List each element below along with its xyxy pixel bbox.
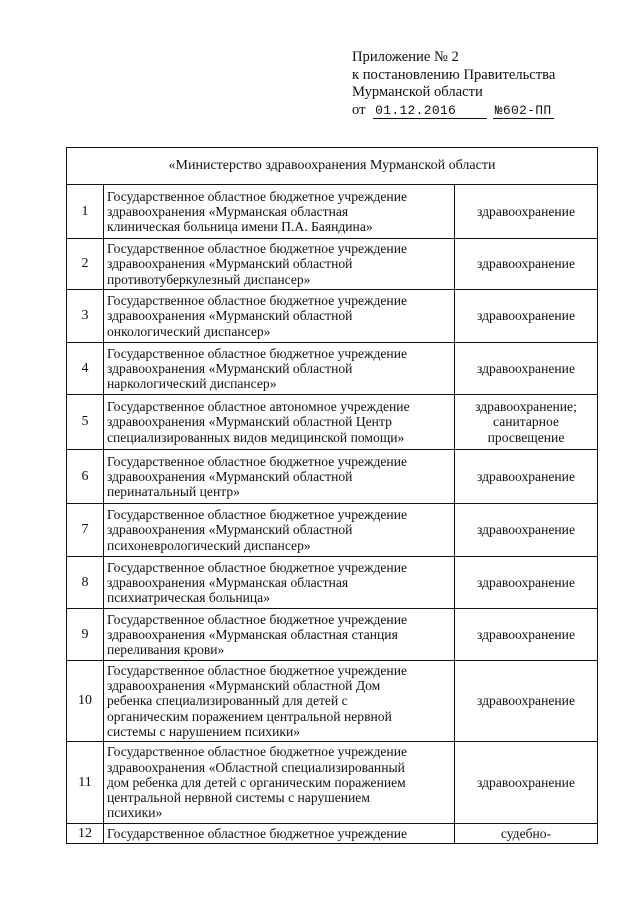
activity-sphere-line: здравоохранение [477,522,575,538]
institution-name-line: Государственное областное бюджетное учреждение [107,825,408,841]
resolution-line [352,102,555,120]
institution-name-line: здравоохранения «Областной специализированный [107,759,405,775]
activity-sphere-line: здравоохранение [477,308,575,324]
table-row [67,504,598,557]
institution-name-line: дом ребенка для детей с органическим поражением [107,774,406,790]
row-number: 12 [67,824,104,844]
activity-sphere [455,557,598,609]
institution-name-line: органическим поражением центральной нервной [107,708,392,724]
row-number: 7 [67,504,104,557]
appendix-region: Мурманской области [352,84,483,100]
row-number: 5 [67,395,104,450]
activity-sphere-line: здравоохранение; [475,399,577,415]
institution-name-line: Государственное областное бюджетное учреждение [107,662,408,678]
institution-name-line: переливания крови» [107,642,225,658]
activity-sphere-line: здравоохранение [477,468,575,484]
institutions-table [66,147,598,844]
institution-name-line: Государственное областное бюджетное учреждение [107,744,408,760]
row-number: 2 [67,239,104,290]
row-number: 8 [67,557,104,609]
institution-name [104,824,455,844]
institution-name-line: ребенка специализированный для детей с [107,693,348,709]
institution-name-line: клиническая больница имени П.А. Баяндина» [107,219,373,235]
activity-sphere-line: просвещение [487,429,565,445]
institution-name [104,343,455,395]
institution-name [104,504,455,557]
activity-sphere [455,824,598,844]
institution-name-line: центральной нервной системы с нарушением [107,790,370,806]
activity-sphere [455,395,598,450]
institution-name-line: психиатрическая больница» [107,590,271,606]
table-row [67,557,598,609]
institution-name [104,290,455,343]
institution-name [104,742,455,824]
institution-name [104,609,455,661]
institution-name-line: наркологический диспансер» [107,376,277,392]
institution-name-line: системы с нарушением психики» [107,723,301,739]
institution-name-line: психоневрологический диспансер» [107,537,311,553]
activity-sphere-line: здравоохранение [477,626,575,642]
institution-name-line: онкологический диспансер» [107,323,271,339]
row-number: 3 [67,290,104,343]
activity-sphere [455,450,598,504]
institution-name [104,661,455,742]
institution-name-line: здравоохранения «Мурманский областной Центр [107,414,392,430]
table-row [67,609,598,661]
institution-name-line: здравоохранения «Мурманский областной [107,468,353,484]
activity-sphere-line: здравоохранение [477,693,575,709]
date-prefix: от [352,101,366,118]
activity-sphere-line: здравоохранение [477,574,575,590]
institution-name-line: Государственное областное бюджетное учреждение [107,507,408,523]
activity-sphere-line: санитарное [493,414,559,430]
table-row [67,290,598,343]
institution-name-line: психики» [107,805,163,821]
institution-name-line: Государственное областное бюджетное учреждение [107,293,408,309]
institution-name-line: здравоохранения «Мурманский областной [107,308,353,324]
activity-sphere [455,185,598,239]
activity-sphere [455,742,598,824]
institution-name-line: Государственное областное бюджетное учреждение [107,611,408,627]
row-number: 11 [67,742,104,824]
table-row [67,450,598,504]
table-row [67,395,598,450]
ministry-title: «Министерство здравоохранения Мурманской области [67,148,598,185]
activity-sphere-line: здравоохранение [477,256,575,272]
resolution-date: 01.12.2016 [373,104,487,119]
institution-name [104,557,455,609]
row-number: 6 [67,450,104,504]
activity-sphere-line: здравоохранение [477,203,575,219]
institution-name-line: противотуберкулезный диспансер» [107,271,311,287]
institution-name-line: специализированных видов медицинской помощи» [107,429,405,445]
institution-name-line: здравоохранения «Мурманская областная [107,574,349,590]
row-number: 9 [67,609,104,661]
institution-name-line: Государственное областное бюджетное учреждение [107,345,408,361]
activity-sphere [455,343,598,395]
institution-name-line: здравоохранения «Мурманский областной [107,256,353,272]
institution-name-line: перинатальный центр» [107,484,240,500]
institution-name [104,395,455,450]
activity-sphere-line: здравоохранение [477,774,575,790]
activity-sphere [455,609,598,661]
row-number: 1 [67,185,104,239]
activity-sphere-line: здравоохранение [477,360,575,376]
institution-name-line: здравоохранения «Мурманский областной [107,522,353,538]
institution-name-line: Государственное областное бюджетное учреждение [107,188,408,204]
ministry-row [67,148,598,185]
institution-name-line: здравоохранения «Мурманская областная станция [107,626,398,642]
institution-name-line: Государственное областное бюджетное учреждение [107,241,408,257]
institution-name [104,185,455,239]
appendix-title: Приложение № 2 [352,49,459,65]
institution-name [104,450,455,504]
row-number: 4 [67,343,104,395]
activity-sphere-line: судебно- [500,825,552,841]
resolution-number: №602-ПП [494,102,552,118]
activity-sphere [455,239,598,290]
row-number: 10 [67,661,104,742]
institution-name-line: Государственное областное автономное учреждение [107,399,410,415]
appendix-reference: к постановлению Правительства [352,66,556,83]
institution-name-line: здравоохранения «Мурманский областной [107,360,353,376]
table-row [67,185,598,239]
institution-name-line: Государственное областное бюджетное учреждение [107,453,408,469]
appendix-header [352,49,555,119]
institution-name-line: Государственное областное бюджетное учреждение [107,559,408,575]
table-row [67,661,598,742]
activity-sphere [455,290,598,343]
table-row [67,824,598,844]
institution-name-line: здравоохранения «Мурманский областной Дом [107,678,381,694]
table-row [67,742,598,824]
institution-name-line: здравоохранения «Мурманская областная [107,203,349,219]
table-row [67,239,598,290]
activity-sphere [455,661,598,742]
table-row [67,343,598,395]
institution-name [104,239,455,290]
activity-sphere [455,504,598,557]
